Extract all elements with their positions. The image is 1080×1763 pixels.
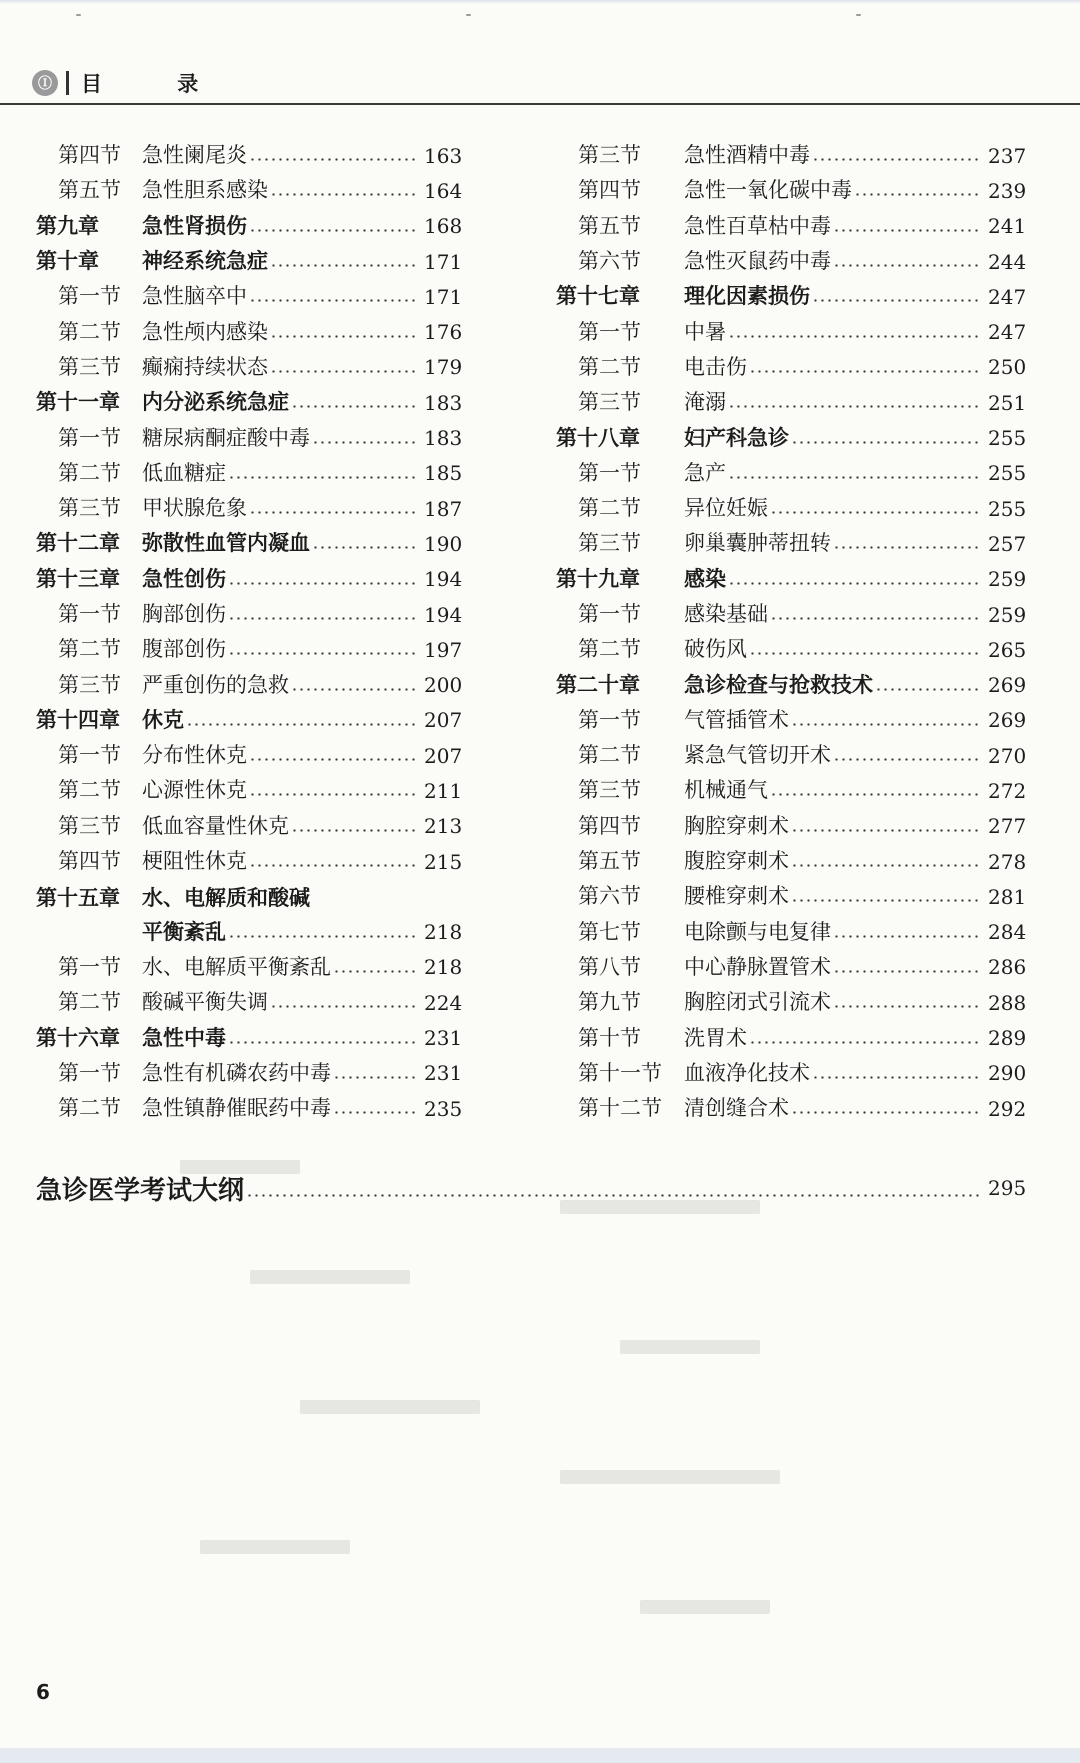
toc-section-entry[interactable] (556, 915, 1026, 950)
dot-leader (875, 688, 980, 691)
toc-section-entry[interactable] (36, 350, 462, 385)
entry-label: 第四节 (578, 178, 641, 203)
entry-title: 卵巢囊肿蒂扭转 (684, 531, 831, 556)
dot-leader (770, 617, 980, 620)
dot-leader (312, 546, 416, 549)
entry-label: 第一节 (58, 284, 121, 309)
dot-leader (833, 229, 980, 232)
toc-chapter-entry[interactable] (36, 703, 462, 738)
entry-label: 第一节 (58, 425, 121, 450)
entry-label: 第二节 (58, 460, 121, 485)
dot-leader (291, 405, 416, 408)
dot-leader (833, 546, 980, 549)
header-rule (0, 103, 1080, 105)
toc-section-entry[interactable] (36, 844, 462, 879)
entry-label: 第八节 (578, 954, 641, 979)
dot-leader (749, 370, 980, 373)
entry-label: 第一节 (578, 460, 641, 485)
entry-title: 理化因素损伤 (684, 284, 810, 309)
entry-page-number: 185 (424, 461, 463, 486)
dot-leader (249, 229, 416, 232)
entry-title: 妇产科急诊 (684, 425, 789, 450)
entry-title: 急产 (684, 460, 726, 485)
entry-title: 严重创伤的急救 (142, 672, 289, 697)
toc-chapter-continuation[interactable] (36, 915, 462, 950)
entry-title: 腰椎穿刺术 (684, 884, 789, 909)
toc-section-entry[interactable] (556, 703, 1026, 738)
toc-section-entry[interactable] (36, 1056, 462, 1091)
entry-title: 洗胃术 (684, 1025, 747, 1050)
dot-leader (791, 723, 980, 726)
dot-leader (228, 935, 416, 938)
entry-page-number: 281 (988, 884, 1027, 909)
entry-title: 急性创伤 (142, 566, 226, 591)
toc-chapter-entry[interactable] (36, 244, 462, 279)
entry-page-number: 171 (424, 249, 463, 274)
toc-section-entry[interactable] (556, 491, 1026, 526)
dot-leader (812, 158, 980, 161)
entry-page-number: 179 (424, 355, 463, 380)
entry-page-number: 224 (424, 990, 463, 1015)
entry-page-number: 171 (424, 284, 463, 309)
entry-label: 第二节 (578, 743, 641, 768)
entry-page-number: 251 (988, 390, 1027, 415)
entry-page-number: 247 (988, 320, 1027, 345)
entry-label: 第七节 (578, 919, 641, 944)
dot-leader (249, 793, 416, 796)
toc-section-entry[interactable] (36, 738, 462, 773)
toc-left-column (36, 138, 462, 1126)
toc-chapter-entry[interactable] (36, 562, 462, 597)
entry-label: 第二节 (578, 637, 641, 662)
toc-section-entry[interactable] (36, 809, 462, 844)
bleed-through-text (0, 1140, 1080, 1660)
entry-page-number: 207 (424, 708, 463, 733)
entry-title: 急性脑卒中 (142, 284, 247, 309)
dot-leader (228, 652, 416, 655)
entry-title: 低血容量性休克 (142, 813, 289, 838)
entry-title: 心源性休克 (142, 778, 247, 803)
dot-leader (728, 405, 980, 408)
entry-title: 紧急气管切开术 (684, 743, 831, 768)
entry-title: 清创缝合术 (684, 1096, 789, 1121)
entry-title: 急性镇静催眠药中毒 (142, 1096, 331, 1121)
entry-page-number: 265 (988, 637, 1027, 662)
entry-label: 第一节 (578, 707, 641, 732)
toc-section-entry[interactable] (36, 173, 462, 208)
toc-section-entry[interactable] (36, 314, 462, 349)
entry-title: 分布性休克 (142, 743, 247, 768)
entry-page-number: 284 (988, 920, 1027, 945)
dot-leader (770, 511, 980, 514)
dot-leader (249, 864, 416, 867)
header-title: 目 录 (81, 72, 233, 96)
page-number: 6 (36, 1680, 50, 1704)
toc-section-entry[interactable] (36, 456, 462, 491)
toc-section-entry[interactable] (36, 597, 462, 632)
entry-label: 第二节 (58, 1096, 121, 1121)
entry-title: 胸腔穿刺术 (684, 813, 789, 838)
entry-label: 第三节 (58, 354, 121, 379)
entry-title: 急性颅内感染 (142, 319, 268, 344)
entry-page-number: 218 (424, 920, 463, 945)
entry-label: 第一节 (58, 602, 121, 626)
entry-page-number: 255 (988, 426, 1027, 451)
scan-bottom-band (0, 1748, 1080, 1763)
entry-title: 胸部创伤 (142, 602, 226, 626)
entry-title: 腹部创伤 (142, 637, 226, 662)
entry-label: 第三节 (578, 531, 641, 556)
entry-title: 急性一氧化碳中毒 (684, 178, 852, 203)
toc-section-entry[interactable] (36, 985, 462, 1020)
entry-title: 急性肾损伤 (142, 213, 247, 238)
entry-title: 急性灭鼠药中毒 (684, 249, 831, 274)
toc-section-entry[interactable] (556, 456, 1026, 491)
dot-leader (249, 299, 416, 302)
entry-label: 第二节 (58, 778, 121, 803)
entry-label: 第二十章 (556, 672, 640, 697)
entry-title: 急性百草枯中毒 (684, 213, 831, 238)
entry-title: 低血糖症 (142, 460, 226, 485)
dot-leader (812, 1076, 980, 1079)
entry-title: 梗阻性休克 (142, 849, 247, 874)
appendix-entry[interactable] (36, 1166, 1026, 1210)
toc-chapter-entry[interactable] (36, 1020, 462, 1055)
toc-chapter-entry[interactable] (556, 562, 1026, 597)
page-header (32, 68, 232, 98)
entry-label: 第四节 (578, 813, 641, 838)
dot-leader (333, 1111, 416, 1114)
dot-leader (854, 193, 980, 196)
entry-title: 酸碱平衡失调 (142, 990, 268, 1015)
toc-section-entry[interactable] (36, 667, 462, 702)
entry-page-number: 235 (424, 1096, 463, 1121)
entry-label: 第三节 (58, 813, 121, 838)
dot-leader (186, 723, 416, 726)
dot-leader (249, 758, 416, 761)
toc-section-entry[interactable] (556, 138, 1026, 173)
toc-section-entry[interactable] (556, 809, 1026, 844)
dot-leader (833, 758, 980, 761)
toc-section-entry[interactable] (556, 738, 1026, 773)
entry-title-continuation: 平衡紊乱 (142, 919, 226, 944)
entry-title: 甲状腺危象 (142, 496, 247, 521)
entry-title: 电击伤 (684, 354, 747, 379)
entry-page-number: 257 (988, 531, 1027, 556)
entry-label: 第十七章 (556, 284, 640, 309)
dot-leader (291, 829, 416, 832)
entry-title: 急性阑尾炎 (142, 143, 247, 168)
dot-leader (791, 1111, 980, 1114)
entry-page-number: 168 (424, 214, 463, 239)
toc-section-entry[interactable] (36, 279, 462, 314)
toc-section-entry[interactable] (556, 1056, 1026, 1091)
entry-title: 血液净化技术 (684, 1060, 810, 1085)
dot-leader (246, 1194, 980, 1197)
entry-title: 休克 (142, 707, 184, 732)
appendix-page-number: 295 (988, 1176, 1027, 1200)
toc-section-entry[interactable] (556, 385, 1026, 420)
toc-chapter-entry[interactable] (556, 279, 1026, 314)
entry-label: 第十一节 (578, 1060, 662, 1085)
entry-title: 胸腔闭式引流术 (684, 990, 831, 1015)
entry-title: 机械通气 (684, 778, 768, 803)
entry-page-number: 286 (988, 955, 1027, 980)
entry-page-number: 211 (424, 778, 463, 803)
toc-chapter-entry[interactable] (36, 526, 462, 561)
entry-page-number: 197 (424, 637, 463, 662)
entry-page-number: 187 (424, 496, 463, 521)
entry-page-number: 215 (424, 849, 463, 874)
entry-label: 第九章 (36, 213, 99, 238)
appendix-title: 急诊医学考试大纲 (36, 1175, 245, 1206)
entry-label: 第三节 (578, 778, 641, 803)
entry-label: 第一节 (58, 1060, 121, 1085)
entry-label: 第十一章 (36, 390, 120, 415)
entry-title: 感染基础 (684, 602, 768, 626)
toc-section-entry[interactable] (556, 844, 1026, 879)
toc-section-entry[interactable] (556, 526, 1026, 561)
entry-title: 急性酒精中毒 (684, 143, 810, 168)
entry-title: 水、电解质平衡紊乱 (142, 954, 331, 979)
dot-leader (312, 441, 416, 444)
entry-page-number: 259 (988, 567, 1027, 592)
entry-page-number: 183 (424, 390, 463, 415)
entry-page-number: 231 (424, 1061, 463, 1086)
entry-page-number: 164 (424, 178, 463, 203)
entry-page-number: 255 (988, 461, 1027, 486)
entry-label: 第十八章 (556, 425, 640, 450)
dot-leader (228, 1041, 416, 1044)
toc-section-entry[interactable] (36, 773, 462, 808)
entry-title: 破伤风 (684, 637, 747, 662)
dot-leader (749, 1041, 980, 1044)
entry-page-number: 207 (424, 743, 463, 768)
entry-title: 腹腔穿刺术 (684, 849, 789, 874)
dot-leader (270, 264, 416, 267)
entry-page-number: 176 (424, 320, 463, 345)
entry-page-number: 255 (988, 496, 1027, 521)
toc-section-entry[interactable] (556, 1020, 1026, 1055)
entry-page-number: 289 (988, 1026, 1027, 1051)
toc-section-entry[interactable] (556, 244, 1026, 279)
entry-page-number: 231 (424, 1026, 463, 1051)
entry-label: 第五节 (578, 213, 641, 238)
dot-leader (228, 582, 416, 585)
dot-leader (791, 829, 980, 832)
dot-leader (333, 1076, 416, 1079)
entry-title: 中暑 (684, 319, 726, 344)
toc-chapter-entry[interactable] (36, 385, 462, 420)
toc-section-entry[interactable] (36, 632, 462, 667)
dot-leader (791, 864, 980, 867)
dot-leader (249, 511, 416, 514)
dot-leader (270, 193, 416, 196)
dot-leader (812, 299, 980, 302)
toc-section-entry[interactable] (556, 209, 1026, 244)
entry-page-number: 277 (988, 814, 1027, 839)
entry-title: 感染 (684, 566, 726, 591)
entry-page-number: 272 (988, 778, 1027, 803)
toc-right-column (556, 138, 1026, 1126)
dot-leader (791, 441, 980, 444)
dot-leader (291, 688, 416, 691)
entry-page-number: 259 (988, 602, 1027, 627)
entry-label: 第十二节 (578, 1096, 662, 1121)
entry-label: 第一节 (58, 743, 121, 768)
dot-leader (333, 970, 416, 973)
entry-page-number: 218 (424, 955, 463, 980)
dot-leader (749, 652, 980, 655)
dot-leader (833, 935, 980, 938)
entry-page-number: 270 (988, 743, 1027, 768)
toc-section-entry[interactable] (556, 632, 1026, 667)
entry-page-number: 288 (988, 990, 1027, 1015)
entry-label: 第三节 (578, 390, 641, 415)
entry-label: 第十五章 (36, 885, 120, 910)
entry-label: 第十二章 (36, 531, 120, 556)
entry-label: 第六节 (578, 249, 641, 274)
entry-page-number: 290 (988, 1061, 1027, 1086)
toc-section-entry[interactable] (556, 597, 1026, 632)
entry-label: 第二节 (58, 319, 121, 344)
entry-page-number: 183 (424, 426, 463, 451)
entry-page-number: 244 (988, 249, 1027, 274)
dot-leader (228, 617, 416, 620)
entry-label: 第二节 (578, 354, 641, 379)
entry-title: 异位妊娠 (684, 496, 768, 521)
dot-leader (270, 335, 416, 338)
entry-page-number: 194 (424, 602, 463, 627)
entry-label: 第九节 (578, 990, 641, 1015)
entry-label: 第十九章 (556, 566, 640, 591)
entry-title: 气管插管术 (684, 707, 789, 732)
entry-label: 第一节 (578, 602, 641, 626)
dot-leader (249, 158, 416, 161)
entry-page-number: 163 (424, 143, 463, 168)
entry-page-number: 278 (988, 849, 1027, 874)
entry-title: 神经系统急症 (142, 249, 268, 274)
entry-title: 弥散性血管内凝血 (142, 531, 310, 556)
entry-title: 癫痫持续状态 (142, 354, 268, 379)
entry-label: 第一节 (58, 954, 121, 979)
toc-chapter-entry[interactable] (36, 209, 462, 244)
toc-section-entry[interactable] (556, 879, 1026, 914)
entry-title: 内分泌系统急症 (142, 390, 289, 415)
header-divider (66, 71, 69, 95)
entry-page-number: 190 (424, 531, 463, 556)
toc-section-entry[interactable] (556, 173, 1026, 208)
entry-page-number: 237 (988, 143, 1027, 168)
dot-leader (833, 1005, 980, 1008)
toc-section-entry[interactable] (36, 1091, 462, 1126)
entry-label: 第四节 (58, 849, 121, 874)
entry-label: 第十章 (36, 249, 99, 274)
toc-section-entry[interactable] (556, 773, 1026, 808)
entry-label: 第五节 (58, 178, 121, 203)
entry-title: 中心静脉置管术 (684, 954, 831, 979)
dot-leader (728, 476, 980, 479)
entry-page-number: 250 (988, 355, 1027, 380)
entry-label: 第十四章 (36, 707, 120, 732)
dot-leader (728, 335, 980, 338)
toc-section-entry[interactable] (36, 491, 462, 526)
toc-section-entry[interactable] (36, 950, 462, 985)
dot-leader (833, 970, 980, 973)
dot-leader (833, 264, 980, 267)
toc-section-entry[interactable] (556, 350, 1026, 385)
entry-page-number: 194 (424, 567, 463, 592)
entry-title: 糖尿病酮症酸中毒 (142, 425, 310, 450)
toc-section-entry[interactable] (36, 138, 462, 173)
entry-label: 第四节 (58, 143, 121, 168)
entry-page-number: 292 (988, 1096, 1027, 1121)
entry-label: 第十六章 (36, 1025, 120, 1050)
entry-label: 第二节 (578, 496, 641, 521)
toc-section-entry[interactable] (556, 1091, 1026, 1126)
entry-label: 第二节 (58, 990, 121, 1015)
entry-page-number: 241 (988, 214, 1027, 239)
entry-label: 第二节 (58, 637, 121, 662)
entry-title: 急诊检查与抢救技术 (684, 672, 873, 697)
entry-label: 第三节 (578, 143, 641, 168)
entry-label: 第三节 (58, 496, 121, 521)
toc-section-entry[interactable] (556, 314, 1026, 349)
entry-label: 第五节 (578, 849, 641, 874)
dot-leader (728, 582, 980, 585)
entry-title: 电除颤与电复律 (684, 919, 831, 944)
book-emblem-icon: Ⓘ (32, 70, 58, 96)
entry-title: 淹溺 (684, 390, 726, 415)
entry-page-number: 247 (988, 284, 1027, 309)
entry-label: 第一节 (578, 319, 641, 344)
entry-label: 第六节 (578, 884, 641, 909)
entry-page-number: 239 (988, 178, 1027, 203)
toc-section-entry[interactable] (556, 985, 1026, 1020)
toc-chapter-entry[interactable] (556, 667, 1026, 702)
entry-page-number: 200 (424, 673, 463, 698)
entry-title: 水、电解质和酸碱 (142, 885, 310, 910)
entry-page-number: 213 (424, 814, 463, 839)
entry-label: 第三节 (58, 672, 121, 697)
entry-title: 急性胆系感染 (142, 178, 268, 203)
toc-section-entry[interactable] (556, 950, 1026, 985)
entry-title: 急性中毒 (142, 1025, 226, 1050)
entry-page-number: 269 (988, 673, 1027, 698)
entry-label: 第十三章 (36, 566, 120, 591)
dot-leader (270, 1005, 416, 1008)
dot-leader (228, 476, 416, 479)
dot-leader (270, 370, 416, 373)
entry-title: 急性有机磷农药中毒 (142, 1060, 331, 1085)
page-top-edge (0, 0, 1080, 4)
toc-chapter-entry[interactable] (36, 879, 462, 914)
dot-leader (770, 793, 980, 796)
entry-page-number: 269 (988, 708, 1027, 733)
toc-section-entry[interactable] (36, 420, 462, 455)
toc-chapter-entry[interactable] (556, 420, 1026, 455)
entry-label: 第十节 (578, 1025, 641, 1050)
dot-leader (791, 899, 980, 902)
